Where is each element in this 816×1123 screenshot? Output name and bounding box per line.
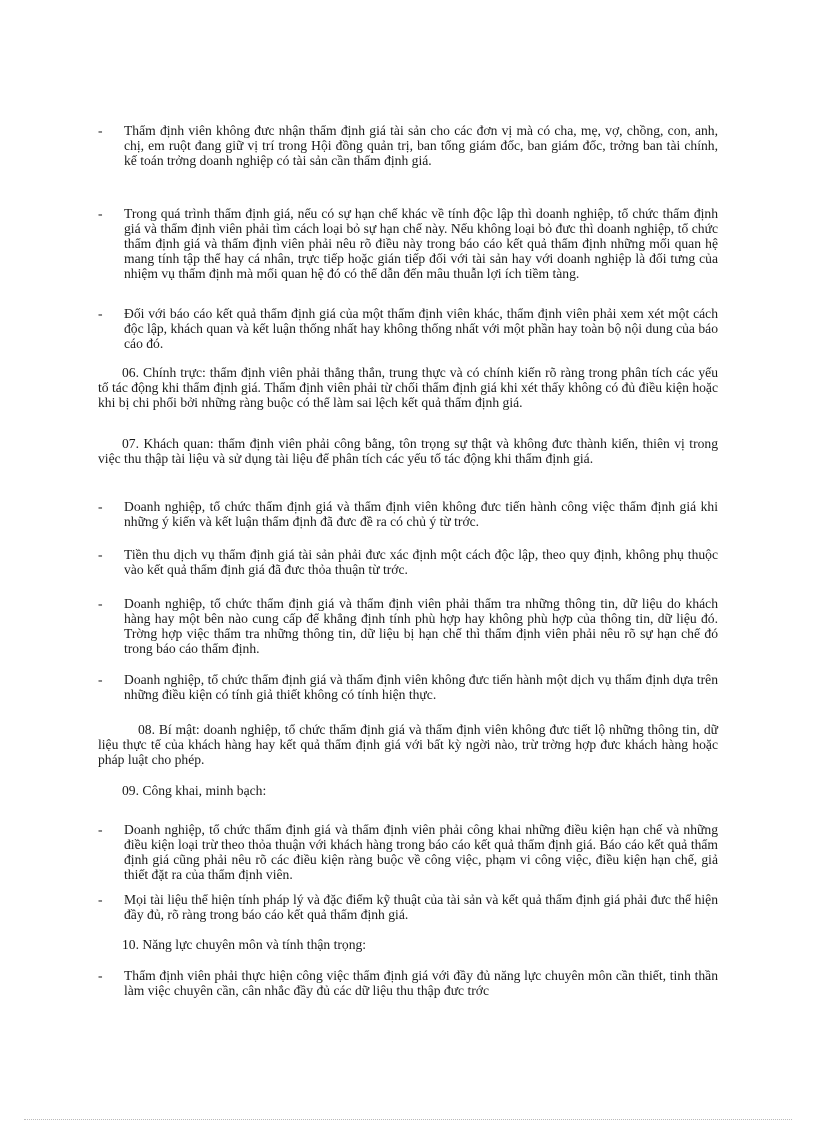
bullet-item [98, 499, 718, 529]
bullet-item [98, 892, 718, 922]
bullet-text: Đối với báo cáo kết quả thẩm định giá của một thẩm định viên khác, thẩm định viên phải xem xét một cách độc lập, khách quan và kết luận thống nhất hay không thống nhất với một phần hay toàn bộ nội dung của báo cáo đó. [124, 306, 718, 351]
bullet-dash: - [98, 547, 103, 562]
bullet-dash: - [98, 306, 103, 321]
paragraph-08-confidentiality: 08. Bí mật: doanh nghiệp, tổ chức thẩm định giá và thẩm định viên không đưc tiết lộ những thông tin, dữ liệu thực tế của khách hàng hay kết quả thẩm định giá với bất kỳ ngời nào, trừ trờng hợp đưc khách hàng hoặc pháp luật cho phép. [98, 722, 718, 767]
bullet-dash: - [98, 822, 103, 837]
paragraph-09-transparency: 09. Công khai, minh bạch: [122, 783, 267, 798]
bullet-text: Tiền thu dịch vụ thẩm định giá tài sản phải đưc xác định một cách độc lập, theo quy định, không phụ thuộc vào kết quả thẩm định giá đã đưc thỏa thuận từ trớc. [124, 547, 718, 577]
bullet-item [98, 596, 718, 656]
bullet-text: Doanh nghiệp, tổ chức thẩm định giá và thẩm định viên phải công khai những điều kiện hạn chế và những điều kiện loại trừ theo thỏa thuận với khách hàng trong báo cáo kết quả thẩm định giá. Báo cáo kết quả thẩm định giá cũng phải nêu rõ các điều kiện ràng buộc về công việc, phạm vi công việc, điều kiện hạn chế, giả thiết đặt ra của thẩm định viên. [124, 822, 718, 882]
bullet-item [98, 123, 718, 168]
bullet-text: Thẩm định viên không đưc nhận thẩm định giá tài sản cho các đơn vị mà có cha, mẹ, vợ, chồng, con, anh, chị, em ruột đang giữ vị trí trong Hội đồng quản trị, ban tổng giám đốc, ban giám đốc, trởng ban tài chính, kế toán trởng doanh nghiệp có tài sản cần thẩm định giá. [124, 123, 718, 168]
bullet-item [98, 968, 718, 998]
page-bottom-rule [24, 1119, 792, 1120]
bullet-text: Doanh nghiệp, tổ chức thẩm định giá và thẩm định viên phải thẩm tra những thông tin, dữ liệu do khách hàng hay một bên nào cung cấp để khẳng định tính phù hợp hay không phù hợp của thông tin, dữ liệu đó. Trờng hợp việc thẩm tra những thông tin, dữ liệu bị hạn chế thì thẩm định viên phải nêu rõ sự hạn chế đó trong báo cáo thẩm định. [124, 596, 718, 656]
bullet-dash: - [98, 672, 103, 687]
bullet-text: Doanh nghiệp, tổ chức thẩm định giá và thẩm định viên không đưc tiến hành một dịch vụ thẩm định dựa trên những điều kiện có tính giả thiết không có tính hiện thực. [124, 672, 718, 702]
paragraph-06-integrity: 06. Chính trực: thẩm định viên phải thẳng thắn, trung thực và có chính kiến rõ ràng trong phân tích các yếu tố tác động khi thẩm định giá. Thẩm định viên phải từ chối thẩm định giá khi xét thấy không có đủ điều kiện hoặc khi bị chi phối bởi những ràng buộc có thể làm sai lệch kết quả thẩm định giá. [98, 365, 718, 410]
bullet-text: Doanh nghiệp, tổ chức thẩm định giá và thẩm định viên không đưc tiến hành công việc thẩm định giá khi những ý kiến và kết luận thẩm định đã đưc đề ra có chủ ý từ trớc. [124, 499, 718, 529]
bullet-text: Thẩm định viên phải thực hiện công việc thẩm định giá với đầy đủ năng lực chuyên môn cần thiết, tinh thần làm việc chuyên cần, cân nhắc đầy đủ các dữ liệu thu thập đưc trớc [124, 968, 718, 998]
bullet-dash: - [98, 499, 103, 514]
bullet-dash: - [98, 596, 103, 611]
bullet-item [98, 672, 718, 702]
bullet-item [98, 547, 718, 577]
paragraph-07-objectivity: 07. Khách quan: thẩm định viên phải công bằng, tôn trọng sự thật và không đưc thành kiến, thiên vị trong việc thu thập tài liệu và sử dụng tài liệu để phân tích các yếu tố tác động khi thẩm định giá. [98, 436, 718, 466]
bullet-text: Trong quá trình thẩm định giá, nếu có sự hạn chế khác về tính độc lập thì doanh nghiệp, tổ chức thẩm định giá và thẩm định viên phải tìm cách loại bỏ sự hạn chế này. Nếu không loại bỏ đưc thì doanh nghiệp, tổ chức thẩm định giá và thẩm định viên phải nêu rõ điều này trong báo cáo kết quả thẩm định những mối quan hệ mang tính tập thể hay cá nhân, trực tiếp hoặc gián tiếp đối với tài sản hay với doanh nghiệp là đối tưng của nhiệm vụ thẩm định mà mối quan hệ đó có thể dẫn đến mâu thuẫn lợi ích tiềm tàng. [124, 206, 718, 281]
bullet-dash: - [98, 206, 103, 221]
bullet-item [98, 306, 718, 351]
bullet-dash: - [98, 123, 103, 138]
paragraph-10-competence: 10. Năng lực chuyên môn và tính thận trọng: [122, 937, 367, 952]
bullet-item [98, 206, 718, 281]
bullet-item [98, 822, 718, 882]
bullet-dash: - [98, 892, 103, 907]
bullet-text: Mọi tài liệu thể hiện tính pháp lý và đặc điểm kỹ thuật của tài sản và kết quả thẩm định giá phải đưc thể hiện đầy đủ, rõ ràng trong báo cáo kết quả thẩm định giá. [124, 892, 718, 922]
bullet-dash: - [98, 968, 103, 983]
